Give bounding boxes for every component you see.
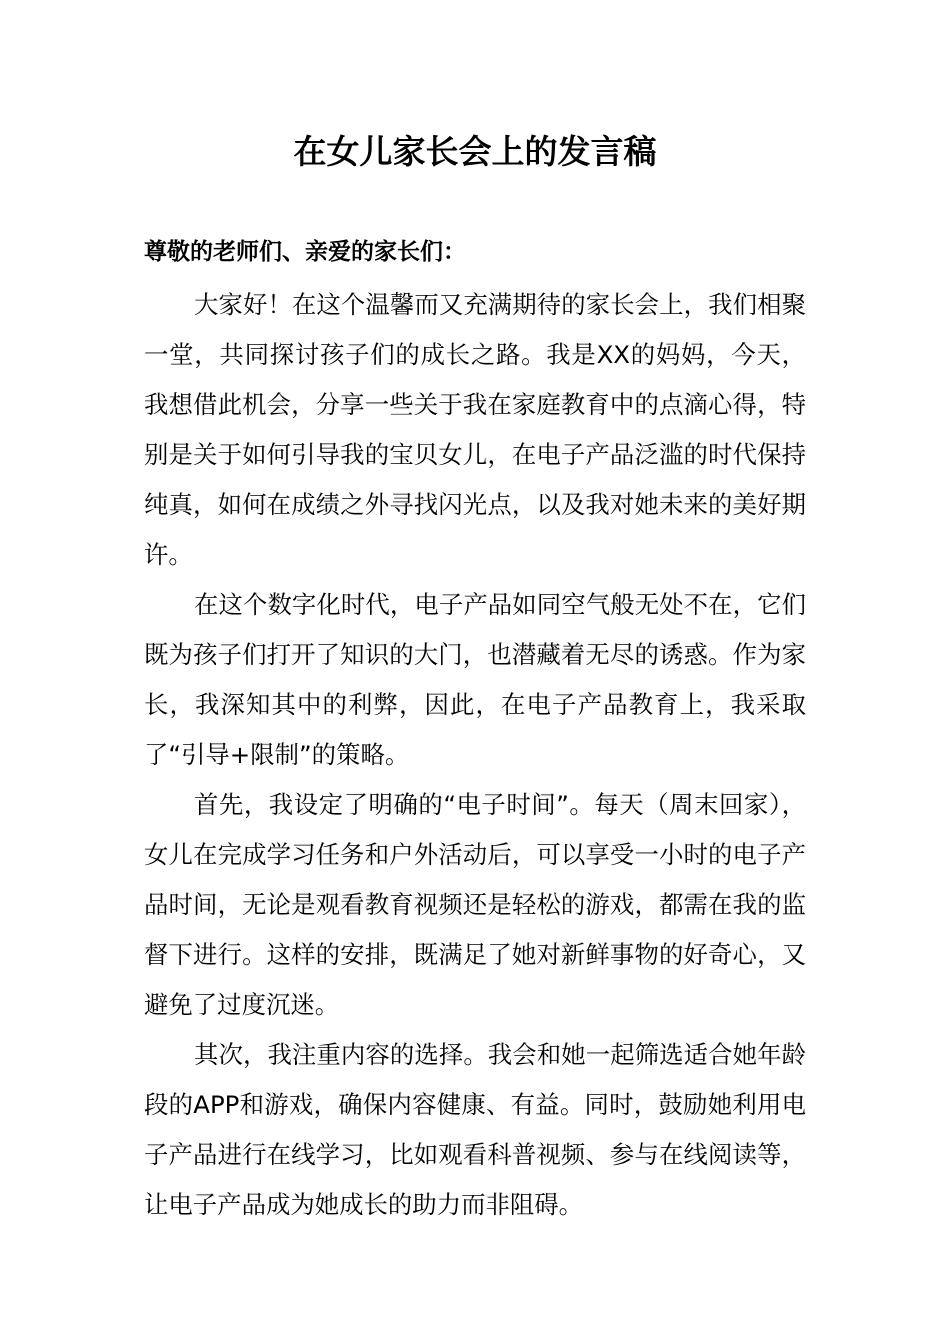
paragraph-3: 首先，我设定了明确的“电子时间”。每天（周末回家），女儿在完成学习任务和户外活动后，可以享受一小时的电子产品时间，无论是观看教育视频还是轻松的游戏，都需在我的监督下进行。这样的安排，既满足了她对新鲜事物的好奇心，又避免了过度沉迷。 [144,790,806,1019]
salutation: 尊敬的老师们、亲爱的家长们： [144,239,466,265]
paragraph-2: 在这个数字化时代，电子产品如同空气般无处不在，它们既为孩子们打开了知识的大门，也潜藏着无尽的诱惑。作为家长，我深知其中的利弊，因此，在电子产品教育上，我采取了“引导+限制”的策略。 [144,590,806,769]
paragraph-1: 大家好！在这个温馨而又充满期待的家长会上，我们相聚一堂，共同探讨孩子们的成长之路。我是XX的妈妈，今天，我想借此机会，分享一些关于我在家庭教育中的点滴心得，特别是关于如何引导我的宝贝女儿，在电子产品泛滥的时代保持纯真，如何在成绩之外寻找闪光点，以及我对她未来的美好期许。 [144,290,806,569]
paragraph-4: 其次，我注重内容的选择。我会和她一起筛选适合她年龄段的APP和游戏，确保内容健康、有益。同时，鼓励她利用电子产品进行在线学习，比如观看科普视频、参与在线阅读等，让电子产品成为她成长的助力而非阻碍。 [144,1040,806,1219]
document-body [144,280,806,1230]
document-title: 在女儿家长会上的发言稿 [293,132,657,171]
